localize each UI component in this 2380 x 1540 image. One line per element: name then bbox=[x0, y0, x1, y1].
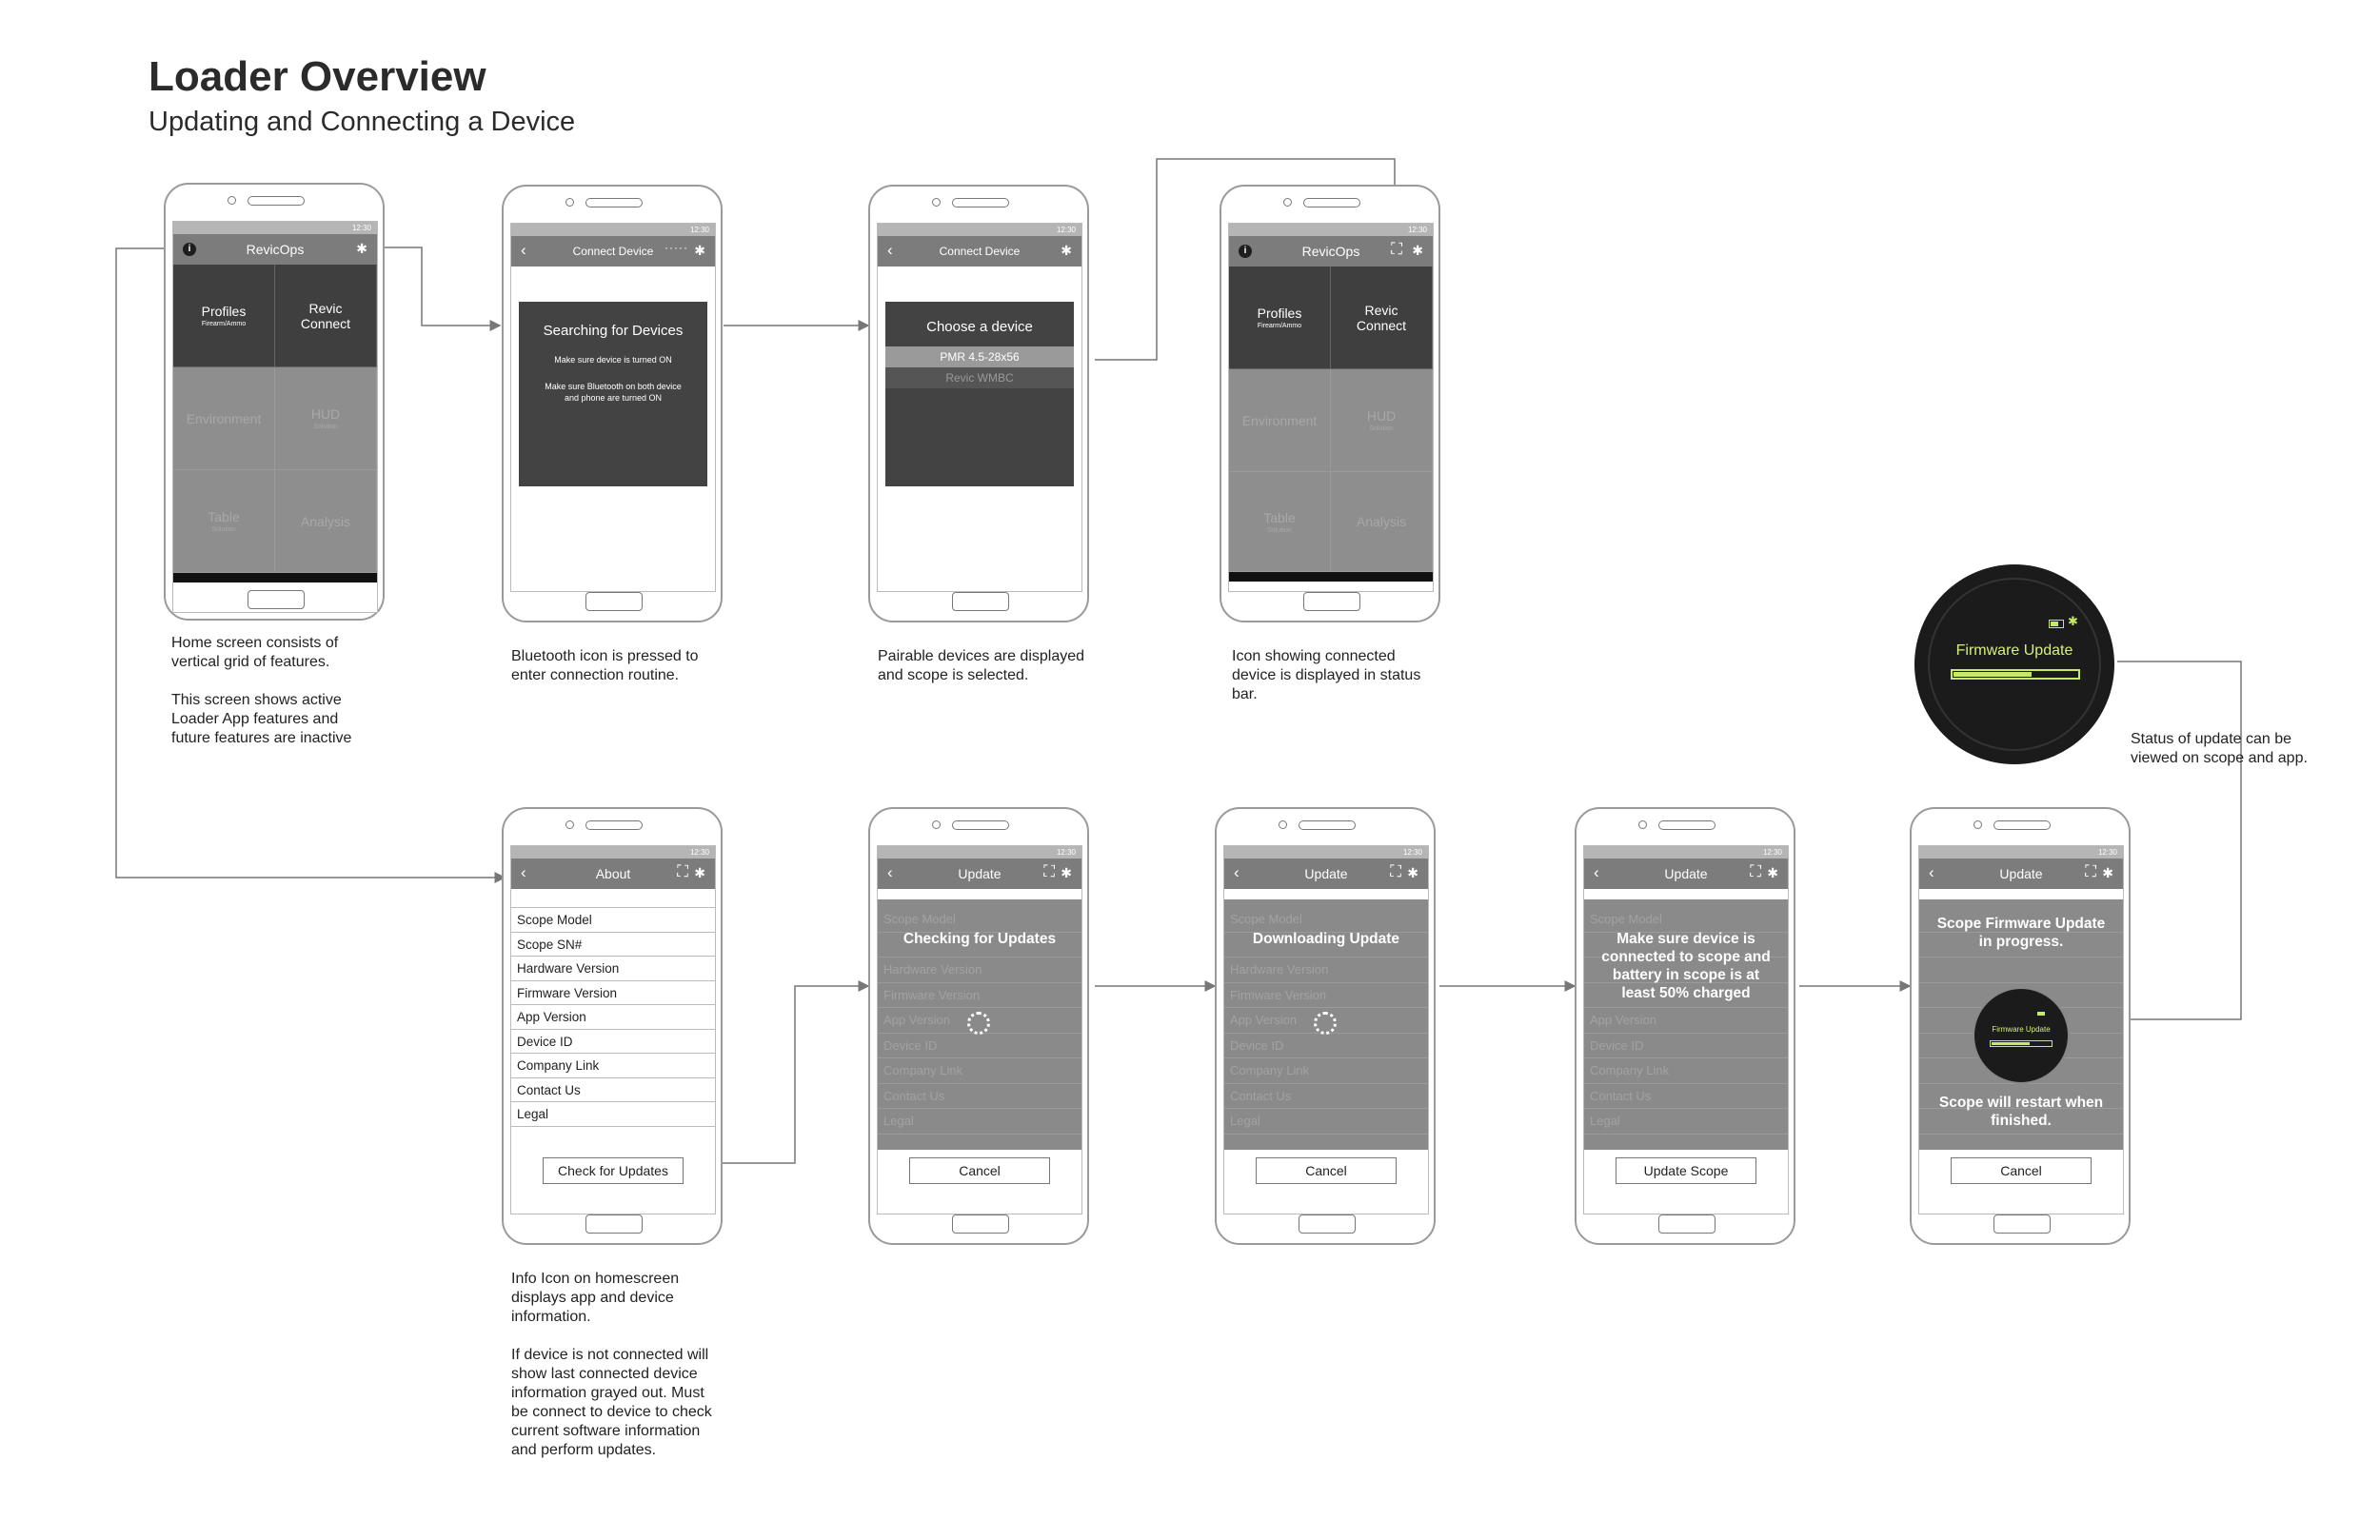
cancel-button[interactable]: Cancel bbox=[1256, 1157, 1397, 1184]
device-list bbox=[885, 346, 1074, 388]
home-button[interactable] bbox=[952, 1214, 1009, 1234]
update-scope-button[interactable]: Update Scope bbox=[1616, 1157, 1756, 1184]
checking-screen bbox=[877, 845, 1082, 1214]
app-bar bbox=[878, 236, 1081, 267]
nav-bar bbox=[1229, 572, 1433, 582]
cancel-button[interactable]: Cancel bbox=[1951, 1157, 2092, 1184]
bluetooth-icon[interactable]: ✱ bbox=[1767, 865, 1778, 880]
list-item: Device ID bbox=[1584, 1034, 1788, 1059]
tile-revic-connect[interactable]: Revic Connect bbox=[275, 265, 377, 367]
speaker bbox=[248, 196, 305, 206]
back-icon[interactable]: ‹ bbox=[521, 241, 526, 259]
status-bar: 12:30 bbox=[878, 224, 1081, 236]
camera bbox=[932, 820, 941, 829]
list-item: Company Link bbox=[1224, 1058, 1428, 1084]
nav-bar bbox=[173, 573, 377, 582]
app-title: Connect Device bbox=[572, 245, 654, 258]
list-item[interactable]: Firmware Version bbox=[511, 981, 715, 1006]
home-button[interactable] bbox=[585, 1214, 643, 1234]
home-button[interactable] bbox=[1299, 1214, 1356, 1234]
home-screen bbox=[172, 221, 378, 613]
list-item: Legal bbox=[1224, 1109, 1428, 1135]
feature-grid bbox=[1229, 267, 1433, 572]
list-item[interactable]: Scope SN# bbox=[511, 933, 715, 958]
app-title: Update bbox=[1999, 866, 2043, 881]
dialog-line-1: Make sure device is turned ON bbox=[554, 355, 672, 365]
phone-update-scope bbox=[1575, 807, 1795, 1245]
scope-progress-fill bbox=[1992, 1042, 2030, 1045]
scope-display bbox=[1914, 564, 2114, 764]
list-item: Device ID bbox=[1224, 1034, 1428, 1059]
status-bar: 12:30 bbox=[1229, 224, 1433, 236]
battery-warning-message: Make sure device is connected to scope and battery in scope is at least 50% charged bbox=[1601, 931, 1771, 1001]
list-item: Scope Model bbox=[1224, 907, 1428, 933]
status-bar: 12:30 bbox=[1224, 846, 1428, 859]
cancel-button[interactable]: Cancel bbox=[909, 1157, 1050, 1184]
speaker bbox=[952, 820, 1009, 830]
app-bar bbox=[511, 859, 715, 889]
speaker bbox=[1299, 820, 1356, 830]
list-item[interactable]: Device ID bbox=[511, 1030, 715, 1055]
phone-about bbox=[502, 807, 723, 1245]
scope-status-text: Firmware Update bbox=[1955, 642, 2073, 659]
info-icon[interactable]: i bbox=[1239, 245, 1252, 258]
loading-spinner-icon bbox=[967, 1012, 990, 1035]
update-progress-screen bbox=[1918, 845, 2124, 1214]
info-icon[interactable]: i bbox=[183, 243, 196, 256]
scope-connected-icon: ⛶ bbox=[2085, 862, 2096, 880]
list-item: Contact Us bbox=[1584, 1084, 1788, 1110]
status-bar: 12:30 bbox=[173, 222, 377, 234]
status-bar: 12:30 bbox=[511, 224, 715, 236]
app-title: RevicOps bbox=[1301, 244, 1360, 259]
list-item[interactable]: Scope Model bbox=[511, 908, 715, 933]
back-icon[interactable]: ‹ bbox=[887, 241, 893, 259]
back-icon[interactable]: ‹ bbox=[887, 863, 893, 881]
speaker bbox=[1658, 820, 1716, 830]
update-progress-message: Scope Firmware Update in progress. bbox=[1936, 916, 2106, 950]
bluetooth-icon[interactable]: ✱ bbox=[356, 241, 367, 256]
app-bar bbox=[511, 236, 715, 267]
camera bbox=[565, 198, 574, 207]
device-item[interactable]: Revic WMBC bbox=[885, 367, 1074, 388]
camera bbox=[1279, 820, 1287, 829]
status-bar: 12:30 bbox=[878, 846, 1081, 859]
list-item: Firmware Version bbox=[1224, 983, 1428, 1009]
bluetooth-icon[interactable]: ✱ bbox=[694, 243, 705, 258]
list-item: Company Link bbox=[1584, 1058, 1788, 1084]
check-for-updates-button[interactable]: Check for Updates bbox=[543, 1157, 684, 1184]
bluetooth-icon[interactable]: ✱ bbox=[2102, 865, 2113, 880]
tile-hud: HUD Solution bbox=[1331, 369, 1433, 472]
phone-checking bbox=[868, 807, 1089, 1245]
scope-connected-icon: ⛶ bbox=[1390, 862, 1401, 880]
scope-ring bbox=[1928, 578, 2101, 751]
app-title: Update bbox=[1664, 866, 1708, 881]
list-item: App Version bbox=[1224, 1008, 1428, 1034]
app-bar bbox=[1229, 236, 1433, 267]
app-bar bbox=[1919, 859, 2123, 889]
phone-downloading bbox=[1215, 807, 1436, 1245]
battery-icon bbox=[2037, 1012, 2045, 1016]
phone-searching bbox=[502, 185, 723, 622]
searching-dots-icon: ····· bbox=[664, 241, 688, 254]
home-button[interactable] bbox=[585, 592, 643, 611]
list-item[interactable]: Company Link bbox=[511, 1054, 715, 1078]
status-bar: 12:30 bbox=[1919, 846, 2123, 859]
caption-status: Status of update can be viewed on scope and app. bbox=[2131, 731, 2308, 766]
list-item: Hardware Version bbox=[878, 958, 1081, 983]
about-list bbox=[511, 907, 715, 1127]
list-item: Device ID bbox=[878, 1034, 1081, 1059]
dialog-title: Searching for Devices bbox=[543, 323, 684, 339]
camera bbox=[932, 198, 941, 207]
bluetooth-icon: ✱ bbox=[2068, 614, 2078, 628]
app-title: About bbox=[595, 866, 631, 881]
app-title: Update bbox=[958, 866, 1002, 881]
list-item: Legal bbox=[878, 1109, 1081, 1135]
list-item[interactable]: Contact Us bbox=[511, 1078, 715, 1103]
camera bbox=[1638, 820, 1647, 829]
update-scope-screen bbox=[1583, 845, 1789, 1214]
home-connected-screen bbox=[1228, 223, 1434, 592]
speaker bbox=[585, 820, 643, 830]
device-item-selected[interactable]: PMR 4.5-28x56 bbox=[885, 346, 1074, 367]
camera bbox=[565, 820, 574, 829]
home-button[interactable] bbox=[952, 592, 1009, 611]
caption-connected-icon: Icon showing connected device is displayed in status bar. bbox=[1232, 648, 1421, 702]
home-button[interactable] bbox=[1658, 1214, 1716, 1234]
scope-progress-bar bbox=[1951, 669, 2080, 680]
back-icon[interactable]: ‹ bbox=[1594, 863, 1599, 881]
scope-connected-icon: ⛶ bbox=[1043, 862, 1055, 880]
scope-connected-icon: ⛶ bbox=[1391, 240, 1402, 258]
bluetooth-icon[interactable]: ✱ bbox=[694, 865, 705, 880]
tile-analysis: Analysis bbox=[1331, 472, 1433, 572]
status-bar: 12:30 bbox=[511, 846, 715, 859]
list-item[interactable]: App Version bbox=[511, 1005, 715, 1030]
list-item[interactable]: Legal bbox=[511, 1102, 715, 1127]
app-bar bbox=[1584, 859, 1788, 889]
list-item: Hardware Version bbox=[1224, 958, 1428, 983]
home-button[interactable] bbox=[1303, 592, 1360, 611]
tile-profiles[interactable]: Profiles Firearm/Ammo bbox=[173, 265, 275, 367]
searching-dialog bbox=[519, 302, 707, 486]
app-bar bbox=[173, 234, 377, 265]
list-item: Contact Us bbox=[1224, 1084, 1428, 1110]
caption-home: Home screen consists of vertical grid of features. This screen shows active Loader App features and future features are inactive bbox=[171, 635, 352, 746]
downloading-screen bbox=[1223, 845, 1429, 1214]
tile-environment: Environment bbox=[1229, 369, 1331, 472]
phone-choose bbox=[868, 185, 1089, 622]
phone-home bbox=[164, 183, 385, 621]
tile-profiles[interactable]: Profiles Firearm/Ammo bbox=[1229, 267, 1331, 369]
scope-progress-fill bbox=[1954, 672, 2032, 677]
bluetooth-icon[interactable]: ✱ bbox=[1061, 243, 1072, 258]
list-item: App Version bbox=[1584, 1008, 1788, 1034]
speaker bbox=[1303, 198, 1360, 207]
tile-table: Table Solution bbox=[1229, 472, 1331, 572]
tile-environment: Environment bbox=[173, 367, 275, 470]
tile-table: Table Solution bbox=[173, 470, 275, 573]
loading-spinner-icon bbox=[1314, 1012, 1337, 1035]
choose-dialog bbox=[885, 302, 1074, 486]
dialog-title: Choose a device bbox=[926, 319, 1033, 335]
scope-connected-icon: ⛶ bbox=[1750, 862, 1761, 880]
scope-connected-icon: ⛶ bbox=[677, 862, 688, 880]
restart-message: Scope will restart when finished. bbox=[1938, 1095, 2104, 1129]
list-item: Scope Model bbox=[878, 907, 1081, 933]
list-item: Company Link bbox=[878, 1058, 1081, 1084]
tile-analysis: Analysis bbox=[275, 470, 377, 573]
camera bbox=[1283, 198, 1292, 207]
page-title: Loader Overview bbox=[149, 53, 486, 100]
speaker bbox=[952, 198, 1009, 207]
battery-icon bbox=[2049, 620, 2064, 628]
choose-screen bbox=[877, 223, 1082, 592]
list-item bbox=[1919, 958, 2123, 983]
speaker bbox=[1993, 820, 2051, 830]
list-item: Scope Model bbox=[1584, 907, 1788, 933]
page-subtitle: Updating and Connecting a Device bbox=[149, 107, 576, 137]
phone-update-progress bbox=[1910, 807, 2131, 1245]
caption-bluetooth: Bluetooth icon is pressed to enter connection routine. bbox=[511, 648, 699, 683]
bluetooth-icon[interactable]: ✱ bbox=[1407, 865, 1418, 880]
app-bar bbox=[878, 859, 1081, 889]
list-item: Contact Us bbox=[878, 1084, 1081, 1110]
scope-status-text: Firmware Update bbox=[1992, 1025, 2051, 1034]
home-button[interactable] bbox=[248, 590, 305, 609]
camera bbox=[228, 196, 236, 205]
back-icon[interactable]: ‹ bbox=[1234, 863, 1240, 881]
speaker bbox=[585, 198, 643, 207]
app-bar bbox=[1224, 859, 1428, 889]
caption-pairable: Pairable devices are displayed and scope is selected. bbox=[878, 648, 1085, 683]
bluetooth-icon[interactable]: ✱ bbox=[1412, 243, 1423, 258]
back-icon[interactable]: ‹ bbox=[1929, 863, 1934, 881]
downloading-message: Downloading Update bbox=[1252, 931, 1400, 947]
about-screen bbox=[510, 845, 716, 1214]
list-item: Firmware Version bbox=[878, 983, 1081, 1009]
scope-progress-bar bbox=[1990, 1040, 2053, 1047]
checking-message: Checking for Updates bbox=[902, 931, 1057, 947]
scope-preview-small bbox=[1973, 987, 2070, 1084]
list-item: Legal bbox=[1584, 1109, 1788, 1135]
list-item: App Version bbox=[878, 1008, 1081, 1034]
back-icon[interactable]: ‹ bbox=[521, 863, 526, 881]
dialog-line-2: Make sure Bluetooth on both device and phone are turned ON bbox=[545, 382, 682, 403]
app-title: Connect Device bbox=[939, 245, 1021, 258]
searching-screen bbox=[510, 223, 716, 592]
tile-hud: HUD Solution bbox=[275, 367, 377, 470]
status-bar: 12:30 bbox=[1584, 846, 1788, 859]
camera bbox=[1973, 820, 1982, 829]
phone-home-connected bbox=[1220, 185, 1440, 622]
bluetooth-icon[interactable]: ✱ bbox=[1061, 865, 1072, 880]
feature-grid bbox=[173, 265, 377, 573]
list-item[interactable]: Hardware Version bbox=[511, 957, 715, 981]
home-button[interactable] bbox=[1993, 1214, 2051, 1234]
app-title: RevicOps bbox=[246, 242, 305, 257]
tile-revic-connect[interactable]: Revic Connect bbox=[1331, 267, 1433, 369]
app-title: Update bbox=[1304, 866, 1348, 881]
caption-info: Info Icon on homescreen displays app and device information. If device is not connected will show last connected device information grayed out. Must be connect to device to check current software information and perform updates. bbox=[511, 1271, 712, 1458]
